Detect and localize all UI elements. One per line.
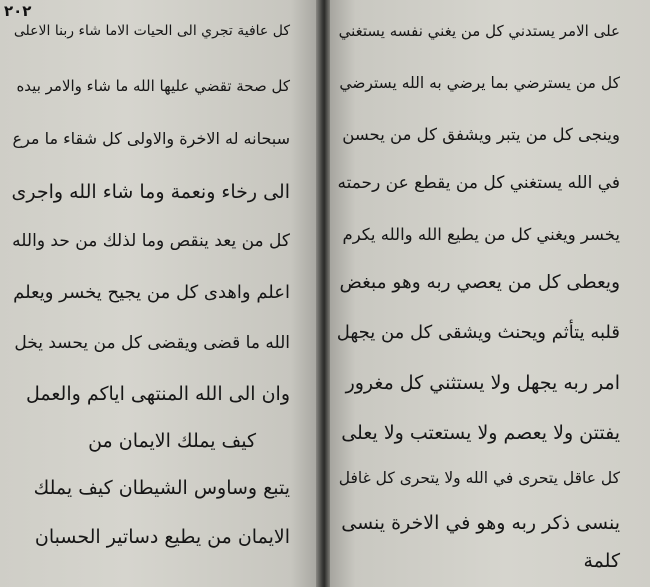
right-page — [330, 0, 650, 587]
left-line-11: الايمان من يطيع دساتير الحسبان — [34, 526, 290, 548]
left-line-6: اعلم واهدى كل من يجيح يخسر ويعلم — [13, 282, 290, 303]
left-line-7: الله ما قضى ويقضى كل من يحسد يخل — [14, 333, 290, 353]
right-line-2: كل من يسترضي بما يرضي به الله يسترضي — [339, 74, 620, 92]
left-page-text — [0, 0, 316, 587]
right-line-1: على الامر يستدني كل من يغني نفسه يستغني — [338, 22, 620, 40]
right-line-3: وينجى كل من يتبر ويشفق كل من يحسن — [342, 125, 620, 144]
left-line-5: كل من يعد ينقص وما لذلك من حد والله — [12, 231, 290, 251]
left-line-4: الى رخاء ونعمة وما شاء الله واجرى — [11, 181, 290, 203]
left-line-10: يتبع وساوس الشيطان كيف يملك — [33, 477, 290, 499]
left-line-1: كل عافية تجري الى الحيات الاما شاء ربنا الاعلى — [13, 23, 290, 39]
right-line-5: يخسر ويغني كل من يطيع الله والله يكرم — [342, 225, 620, 244]
right-line-9: يفتتن ولا يعصم ولا يستعتب ولا يعلى — [341, 422, 620, 444]
left-line-8: وان الى الله المنتهى اياكم والعمل — [26, 383, 290, 405]
right-line-4: في الله يستغني كل من يقطع عن رحمته — [337, 173, 620, 193]
right-line-11: ينسى ذكر ربه وهو في الاخرة ينسى — [341, 512, 620, 534]
right-line-10: كل عاقل يتحرى في الله ولا يتحرى كل غافل — [338, 469, 620, 487]
left-line-3: سبحانه له الاخرة والاولى كل شقاء ما مرع — [12, 129, 290, 148]
left-line-2: كل صحة تقضي عليها الله ما شاء والامر بيده — [16, 77, 290, 95]
folio-number: ٢٠٢ — [4, 2, 32, 20]
left-line-9: كيف يملك الايمان من — [88, 430, 256, 452]
right-line-7: قلبه يتأثم ويحنث ويشقى كل من يجهل — [336, 322, 620, 343]
right-line-6: ويعطى كل من يعصي ربه وهو مبغض — [339, 272, 620, 293]
left-page — [0, 0, 316, 587]
right-page-text — [330, 0, 650, 587]
right-line-8: امر ربه يجهل ولا يستثني كل مغرور — [345, 372, 620, 394]
right-catchword: كلمة — [583, 550, 620, 572]
book-gutter — [316, 0, 330, 587]
